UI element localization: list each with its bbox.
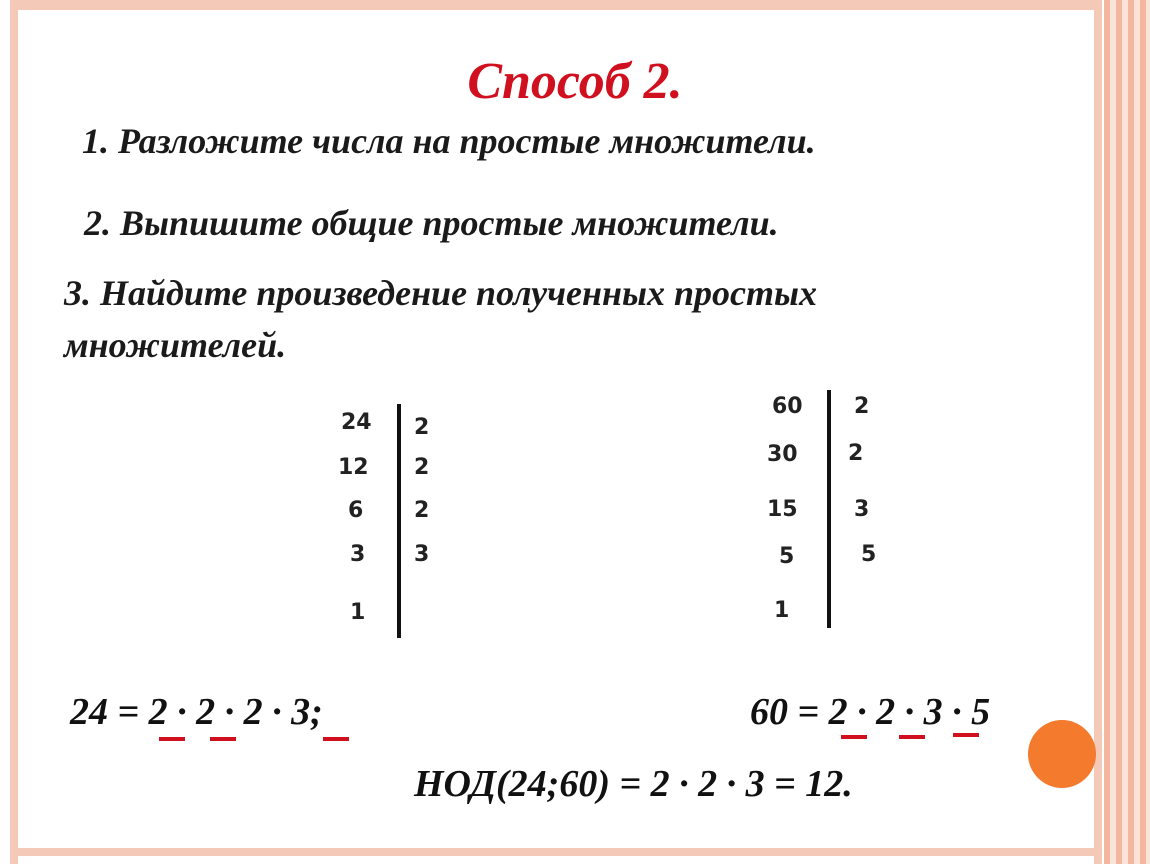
divisor: 3 (854, 497, 870, 522)
orange-circle-decoration (1028, 720, 1096, 788)
dividend: 1 (350, 600, 366, 625)
dividend: 60 (772, 394, 803, 419)
divider-line (827, 390, 831, 628)
divisor: 2 (414, 415, 430, 440)
common-factor-underline (159, 737, 185, 741)
dividend: 15 (767, 497, 798, 522)
divisor: 2 (414, 455, 430, 480)
decorative-stripes (1104, 0, 1150, 864)
step-1: 1. Разложите числа на простые множители. (82, 121, 816, 161)
dividend: 30 (767, 442, 798, 467)
divisor: 2 (414, 498, 430, 523)
dividend: 6 (348, 498, 364, 523)
divisor: 2 (854, 394, 870, 419)
divisor: 2 (848, 441, 864, 466)
divider-line (397, 404, 401, 638)
equation-24: 24 = 2 · 2 · 2 · 3; (70, 691, 323, 733)
dividend: 3 (350, 542, 366, 567)
step-2: 2. Выпишите общие простые множители. (84, 203, 779, 243)
common-factor-underline (841, 735, 867, 739)
divisor: 3 (414, 542, 430, 567)
dividend: 5 (779, 544, 795, 569)
frame-right-border (1094, 0, 1102, 864)
common-factor-underline (210, 737, 236, 741)
dividend: 1 (774, 598, 790, 623)
common-factor-underline (899, 735, 925, 739)
frame-top-border (10, 0, 1102, 10)
common-factor-underline (323, 737, 349, 741)
gcd-equation: НОД(24;60) = 2 · 2 · 3 = 12. (414, 763, 853, 805)
dividend: 24 (341, 410, 372, 435)
step-3-line-1: 3. Найдите произведение полученных простых (64, 273, 817, 313)
common-factor-underline (953, 733, 979, 737)
frame-bottom-border (10, 848, 1102, 856)
step-3-line-2: множителей. (64, 325, 287, 365)
frame-left-border (10, 0, 18, 864)
slide-title: Способ 2. (467, 53, 683, 110)
dividend: 12 (338, 455, 369, 480)
divisor: 5 (861, 542, 877, 567)
equation-60: 60 = 2 · 2 · 3 · 5 (750, 691, 991, 733)
